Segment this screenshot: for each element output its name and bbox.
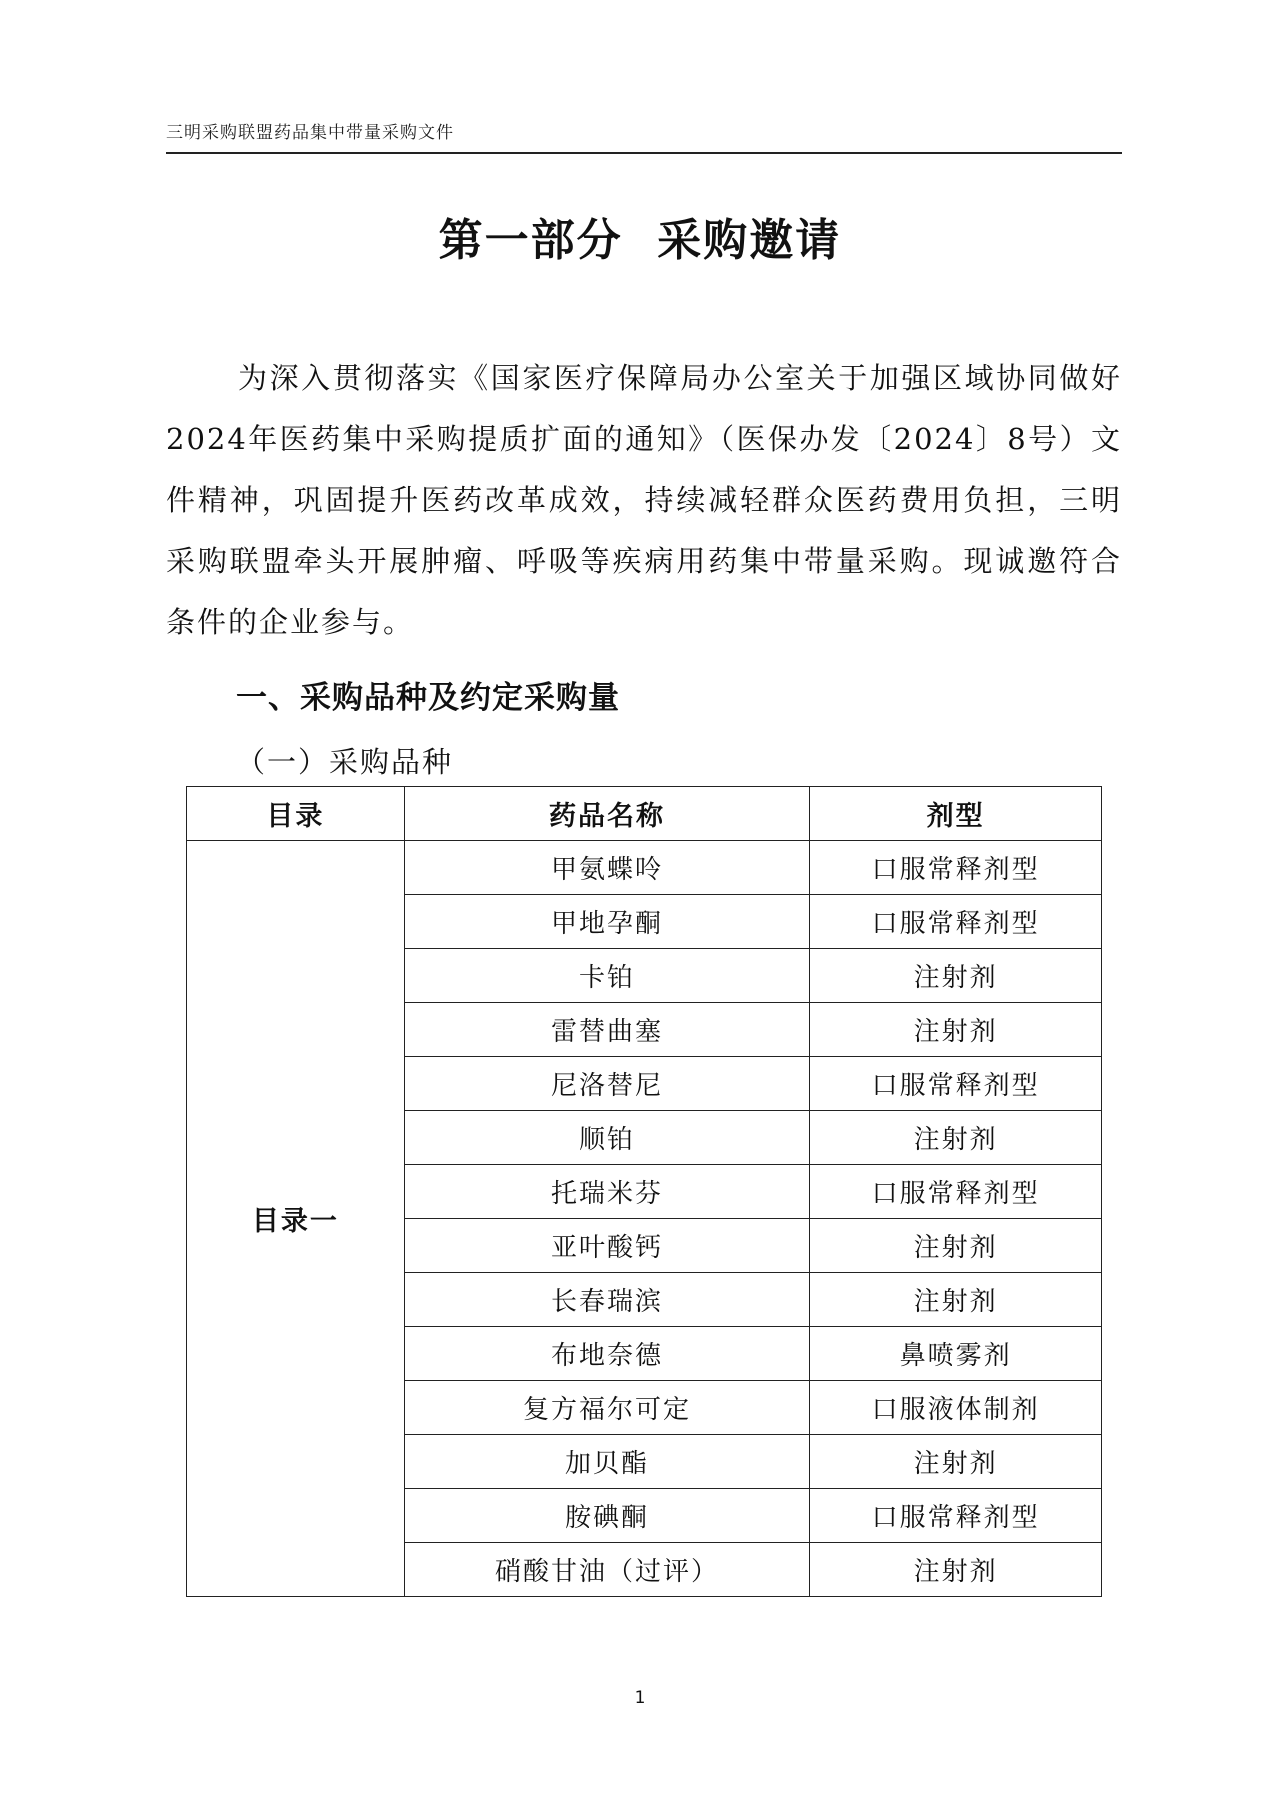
dosage-form-cell: 口服液体制剂 xyxy=(810,1381,1102,1435)
drug-name-cell: 复方福尔可定 xyxy=(404,1381,810,1435)
dosage-form-cell: 注射剂 xyxy=(810,1543,1102,1597)
drug-name-cell: 雷替曲塞 xyxy=(404,1003,810,1057)
table-body xyxy=(187,841,1102,1597)
drug-name-cell: 甲地孕酮 xyxy=(404,895,810,949)
drug-name-cell: 卡铂 xyxy=(404,949,810,1003)
section-heading: 一、采购品种及约定采购量 xyxy=(236,680,620,716)
running-header: 三明采购联盟药品集中带量采购文件 xyxy=(166,123,454,143)
drug-name-cell: 甲氨蝶呤 xyxy=(404,841,810,895)
header-catalog: 目录 xyxy=(187,787,405,841)
dosage-form-cell: 注射剂 xyxy=(810,1111,1102,1165)
drug-name-cell: 加贝酯 xyxy=(404,1435,810,1489)
dosage-form-cell: 注射剂 xyxy=(810,949,1102,1003)
drug-name-cell: 顺铂 xyxy=(404,1111,810,1165)
dosage-form-cell: 口服常释剂型 xyxy=(810,1165,1102,1219)
table-row xyxy=(187,841,1102,895)
table-header-row xyxy=(187,787,1102,841)
drug-name-cell: 尼洛替尼 xyxy=(404,1057,810,1111)
dosage-form-cell: 注射剂 xyxy=(810,1273,1102,1327)
drug-name-cell: 硝酸甘油（过评） xyxy=(404,1543,810,1597)
dosage-form-cell: 口服常释剂型 xyxy=(810,841,1102,895)
dosage-form-cell: 口服常释剂型 xyxy=(810,1489,1102,1543)
drug-name-cell: 长春瑞滨 xyxy=(404,1273,810,1327)
page-number: 1 xyxy=(634,1688,646,1708)
drug-table xyxy=(186,786,1102,1597)
subsection-heading: （一）采购品种 xyxy=(236,745,454,779)
drug-name-cell: 胺碘酮 xyxy=(404,1489,810,1543)
drug-name-cell: 托瑞米芬 xyxy=(404,1165,810,1219)
dosage-form-cell: 口服常释剂型 xyxy=(810,1057,1102,1111)
intro-paragraph: 为深入贯彻落实《国家医疗保障局办公室关于加强区域协同做好2024年医药集中采购提质扩面的通知》（医保办发〔2024〕8号）文件精神，巩固提升医药改革成效，持续减轻群众医药费用负担，三明采购联盟牵头开展肿瘤、呼吸等疾病用药集中带量采购。现诚邀符合条件的企业参与。 xyxy=(166,361,1122,639)
dosage-form-cell: 鼻喷雾剂 xyxy=(810,1327,1102,1381)
drug-name-cell: 亚叶酸钙 xyxy=(404,1219,810,1273)
header-divider xyxy=(166,152,1122,154)
dosage-form-cell: 注射剂 xyxy=(810,1219,1102,1273)
dosage-form-cell: 口服常释剂型 xyxy=(810,895,1102,949)
page-title: 第一部分 采购邀请 xyxy=(438,215,842,266)
drug-name-cell: 布地奈德 xyxy=(404,1327,810,1381)
catalog-cell: 目录一 xyxy=(187,841,405,1597)
dosage-form-cell: 注射剂 xyxy=(810,1003,1102,1057)
header-dosage-form: 剂型 xyxy=(810,787,1102,841)
dosage-form-cell: 注射剂 xyxy=(810,1435,1102,1489)
header-drug-name: 药品名称 xyxy=(404,787,810,841)
